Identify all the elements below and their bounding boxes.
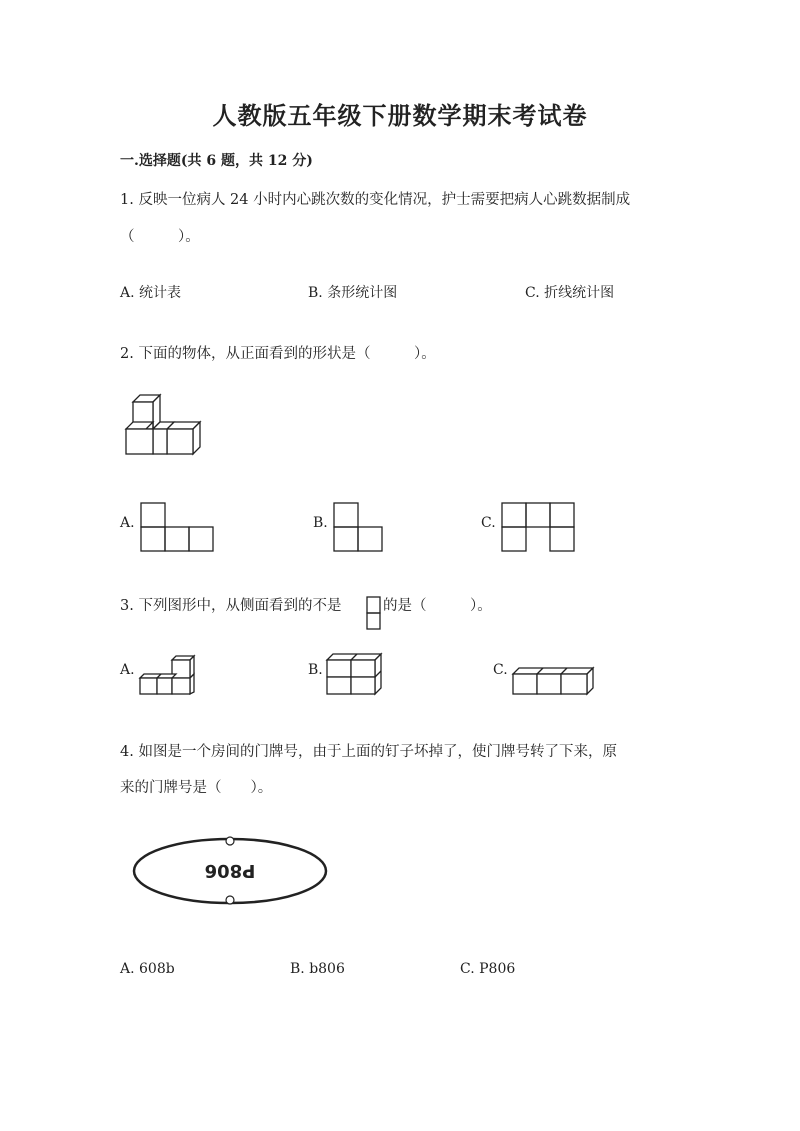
q3-option-a-label[interactable]: A. [120,662,135,678]
q2-option-c-label[interactable]: C. [481,515,496,531]
q3-option-c-label[interactable]: C. [493,662,508,678]
page-title: 人教版五年级下册数学期末考试卷 [212,101,588,130]
q2-option-b-label[interactable]: B. [313,515,328,531]
q2-option-a-label[interactable]: A. [120,515,135,531]
q3-text-after: 的是（ ）。 [383,598,492,614]
q3-option-b-figure[interactable] [325,652,383,696]
nail-hole-top [226,837,234,845]
q3-text-before: 3. 下列图形中，从侧面看到的不是 [120,598,342,614]
q4-option-a[interactable]: A. 608b [120,961,175,977]
q1-text-line2: （ ）。 [120,229,200,245]
q2-text: 2. 下面的物体，从正面看到的形状是（ ）。 [120,346,436,362]
door-plate-number: P806 [204,860,256,881]
q3-option-c-figure[interactable] [511,666,595,696]
nail-hole-bottom [226,896,234,904]
door-plate [132,833,332,909]
q1-option-a[interactable]: A. 统计表 [120,285,182,301]
q4-option-b[interactable]: B. b806 [290,961,345,977]
q1-option-b[interactable]: B. 条形统计图 [308,285,398,301]
q3-option-a-figure[interactable] [138,654,198,696]
q2-option-a-figure[interactable] [140,502,216,554]
q2-cube-figure [120,395,210,460]
q1-option-c[interactable]: C. 折线统计图 [525,285,615,301]
section-heading: 一.选择题(共 6 题，共 12 分) [120,153,313,169]
q3-inline-figure [366,596,382,632]
q3-option-b-label[interactable]: B. [308,662,323,678]
q4-text-line1: 4. 如图是一个房间的门牌号，由于上面的钉子坏掉了，使门牌号转了下来，原 [120,744,617,760]
q4-text-line2: 来的门牌号是（ ）。 [120,780,273,796]
q2-option-c-figure[interactable] [501,502,577,554]
q2-option-b-figure[interactable] [333,502,385,554]
q4-option-c[interactable]: C. P806 [460,961,516,977]
q1-text-line1: 1. 反映一位病人 24 小时内心跳次数的变化情况，护士需要把病人心跳数据制成 [120,192,631,208]
